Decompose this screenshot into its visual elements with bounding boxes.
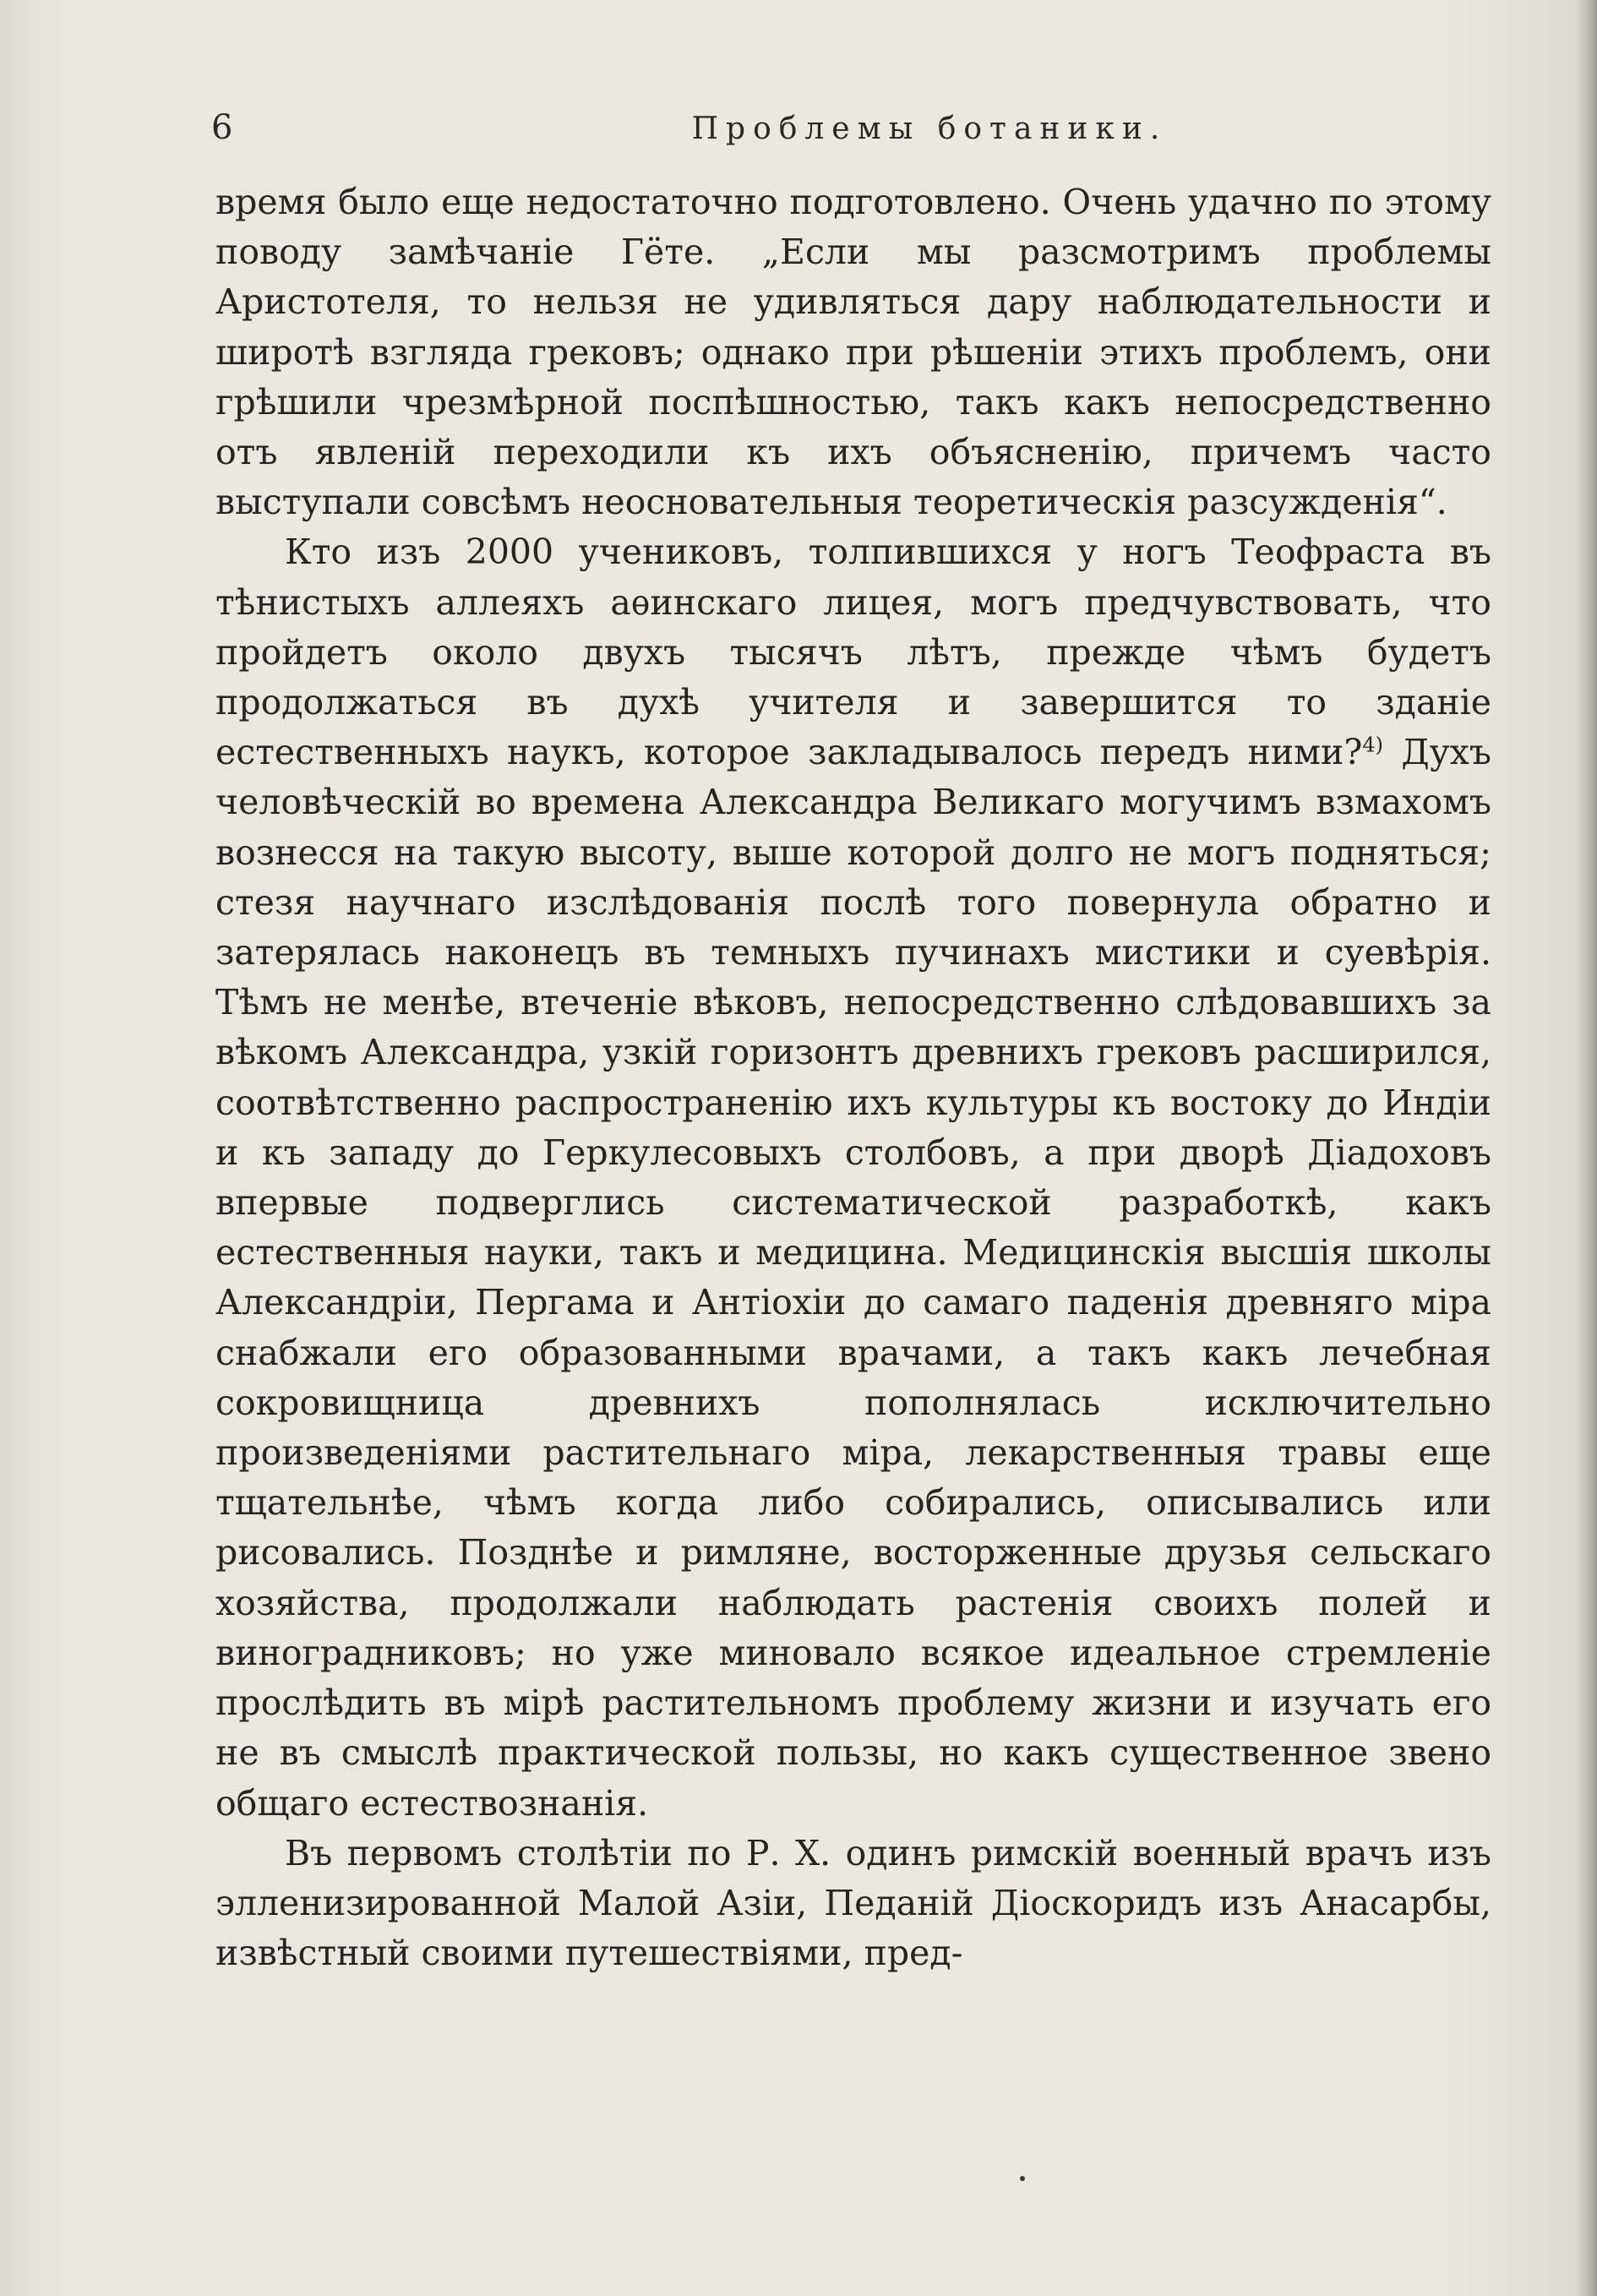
page-edge-shadow — [1575, 0, 1597, 2296]
paragraph-2-text-start: Кто изъ 2000 учениковъ, толпившихся у ногъ Теофраста въ тѣнистыхъ аллеяхъ аѳинскаго лицея, могъ предчувствовать, что пройдетъ около двухъ тысячъ лѣтъ, прежде чѣмъ будетъ продолжаться въ духѣ учителя и завершится то зданіе естественныхъ наукъ, которое закладывалось передъ ними? — [215, 532, 1491, 773]
paragraph-2-text-rest: Духъ человѣческій во времена Александра Великаго могучимъ взмахомъ вознесся на такую высоту, выше которой долго не могъ подняться; стезя научнаго изслѣдованія послѣ того повернула обратно и затерялась наконецъ въ темныхъ пучинахъ мистики и суевѣрія. Тѣмъ не менѣе, втеченіе вѣковъ, непосредственно слѣдовавшихъ за вѣкомъ Александра, узкій горизонтъ древнихъ грековъ расширился, соотвѣтственно распространенію ихъ культуры къ востоку до Индіи и къ западу до Геркулесовыхъ столбовъ, а при дворѣ Діадоховъ впервые подверглись систематической разработкѣ, какъ естественныя науки, такъ и медицина. Медицинскія высшія школы Александріи, Пергама и Антіохіи до самаго паденія древняго міра снабжали его образованными врачами, а такъ какъ лечебная сокровищница древнихъ пополнялась исключительно произведеніями растительнаго міра, лекарственныя травы еще тщательнѣе, чѣмъ когда либо собирались, описывались или рисовались. Позднѣе и римляне, восторженные друзья сельскаго хозяйства, продолжали наблюдать растенія своихъ полей и виноградниковъ; но уже миновало всякое идеальное стремленіе прослѣдить въ мірѣ растительномъ проблему жизни и изучать его не въ смыслѣ практической пользы, но какъ существенное звено общаго естествознанія. — [215, 732, 1491, 1824]
running-title: Проблемы ботаники. — [691, 112, 1168, 146]
paragraph-2 — [215, 527, 1491, 1828]
paragraph-1: время было еще недостаточно подготовлено. Очень удачно по этому поводу замѣчаніе Гёте. „Если мы разсмотримъ проблемы Аристотеля, то нельзя не удивляться дару наблюдательности и широтѣ взгляда грековъ; однако при рѣшеніи этихъ проблемъ, они грѣшили чрезмѣрной поспѣшностью, такъ какъ непосредственно отъ явленій переходили къ ихъ объясненію, причемъ часто выступали совсѣмъ неосновательныя теоретическія разсужденія“. — [215, 182, 1491, 523]
page-header — [211, 108, 1504, 159]
page-number: 6 — [211, 108, 233, 147]
body-text — [215, 177, 1491, 1978]
ink-speck — [1020, 2176, 1025, 2181]
paragraph-3: Въ первомъ столѣтіи по Р. Х. одинъ римскій военный врачъ изъ элленизированной Малой Азіи, Педаній Діоскоридъ изъ Анасарбы, извѣстный своими путешествіями, пред- — [215, 1832, 1491, 1974]
footnote-reference: 4) — [1362, 733, 1384, 757]
